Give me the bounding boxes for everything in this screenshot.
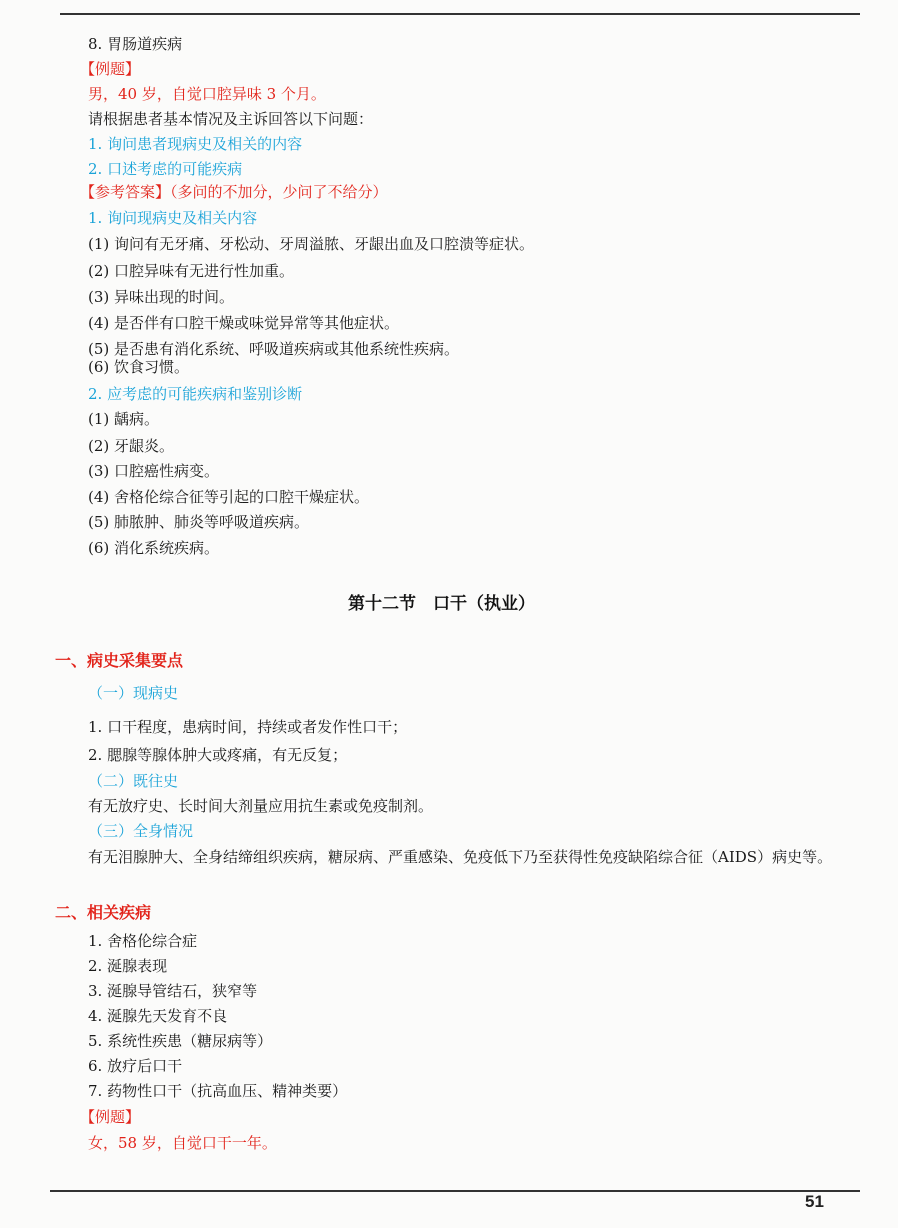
list-item: (1) 龋病。 bbox=[88, 410, 160, 428]
answer-2-title: 2. 应考虑的可能疾病和鉴别诊断 bbox=[88, 385, 303, 403]
case-description-2: 女，58 岁，自觉口干一年。 bbox=[88, 1134, 277, 1152]
list-item: (5) 肺脓肿、肺炎等呼吸道疾病。 bbox=[88, 513, 310, 531]
header-rule bbox=[60, 13, 860, 15]
example-label: 【例题】 bbox=[80, 60, 141, 78]
subheading-systemic: （三）全身情况 bbox=[88, 822, 194, 840]
list-item-gi: 8. 胃肠道疾病 bbox=[88, 35, 183, 53]
list-item: 7. 药物性口干（抗高血压、精神类要） bbox=[88, 1082, 348, 1100]
list-item: (4) 是否伴有口腔干燥或味觉异常等其他症状。 bbox=[88, 314, 400, 332]
list-item: (4) 舍格伦综合征等引起的口腔干燥症状。 bbox=[88, 488, 370, 506]
list-item: 1. 舍格伦综合症 bbox=[88, 932, 198, 950]
question-1: 1. 询问患者现病史及相关的内容 bbox=[88, 135, 303, 153]
section-title: 第十二节 口干（执业） bbox=[348, 594, 535, 614]
subheading-present-illness: （一）现病史 bbox=[88, 684, 179, 702]
list-item: (3) 异味出现的时间。 bbox=[88, 288, 235, 306]
page-number: 51 bbox=[805, 1192, 824, 1211]
list-item: 5. 系统性疾患（糖尿病等） bbox=[88, 1032, 273, 1050]
list-item: (6) 饮食习惯。 bbox=[88, 358, 190, 376]
answer-label: 【参考答案】（多问的不加分，少问了不给分） bbox=[80, 183, 388, 201]
question-prompt: 请根据患者基本情况及主诉回答以下问题： bbox=[88, 110, 374, 128]
list-item: (6) 消化系统疾病。 bbox=[88, 539, 220, 557]
list-item: (2) 牙龈炎。 bbox=[88, 437, 175, 455]
question-2: 2. 口述考虑的可能疾病 bbox=[88, 160, 243, 178]
list-item: (1) 询问有无牙痛、牙松动、牙周溢脓、牙龈出血及口腔溃等症状。 bbox=[88, 235, 535, 253]
past-history-text: 有无放疗史、长时间大剂量应用抗生素或免疫制剂。 bbox=[88, 797, 434, 815]
answer-1-title: 1. 询问现病史及相关内容 bbox=[88, 209, 258, 227]
list-item: 2. 腮腺等腺体肿大或疼痛，有无反复； bbox=[88, 746, 348, 764]
list-item: (2) 口腔异味有无进行性加重。 bbox=[88, 262, 295, 280]
example-label-2: 【例题】 bbox=[80, 1108, 141, 1126]
list-item: 1. 口干程度，患病时间，持续或者发作性口干； bbox=[88, 718, 408, 736]
list-item: 4. 涎腺先天发育不良 bbox=[88, 1007, 228, 1025]
heading-history: 一、病史采集要点 bbox=[55, 651, 184, 670]
footer-rule bbox=[50, 1190, 860, 1192]
list-item: 2. 涎腺表现 bbox=[88, 957, 168, 975]
list-item: 3. 涎腺导管结石，狭窄等 bbox=[88, 982, 258, 1000]
heading-related-diseases: 二、相关疾病 bbox=[55, 903, 152, 922]
systemic-text: 有无泪腺肿大、全身结缔组织疾病，糖尿病、严重感染、免疫低下乃至获得性免疫缺陷综合征（AIDS）病史等。 bbox=[88, 848, 833, 866]
case-description: 男，40 岁，自觉口腔异味 3 个月。 bbox=[88, 85, 326, 103]
list-item: (5) 是否患有消化系统、呼吸道疾病或其他系统性疾病。 bbox=[88, 340, 460, 358]
list-item: (3) 口腔癌性病变。 bbox=[88, 462, 220, 480]
subheading-past-history: （二）既往史 bbox=[88, 772, 179, 790]
list-item: 6. 放疗后口干 bbox=[88, 1057, 183, 1075]
